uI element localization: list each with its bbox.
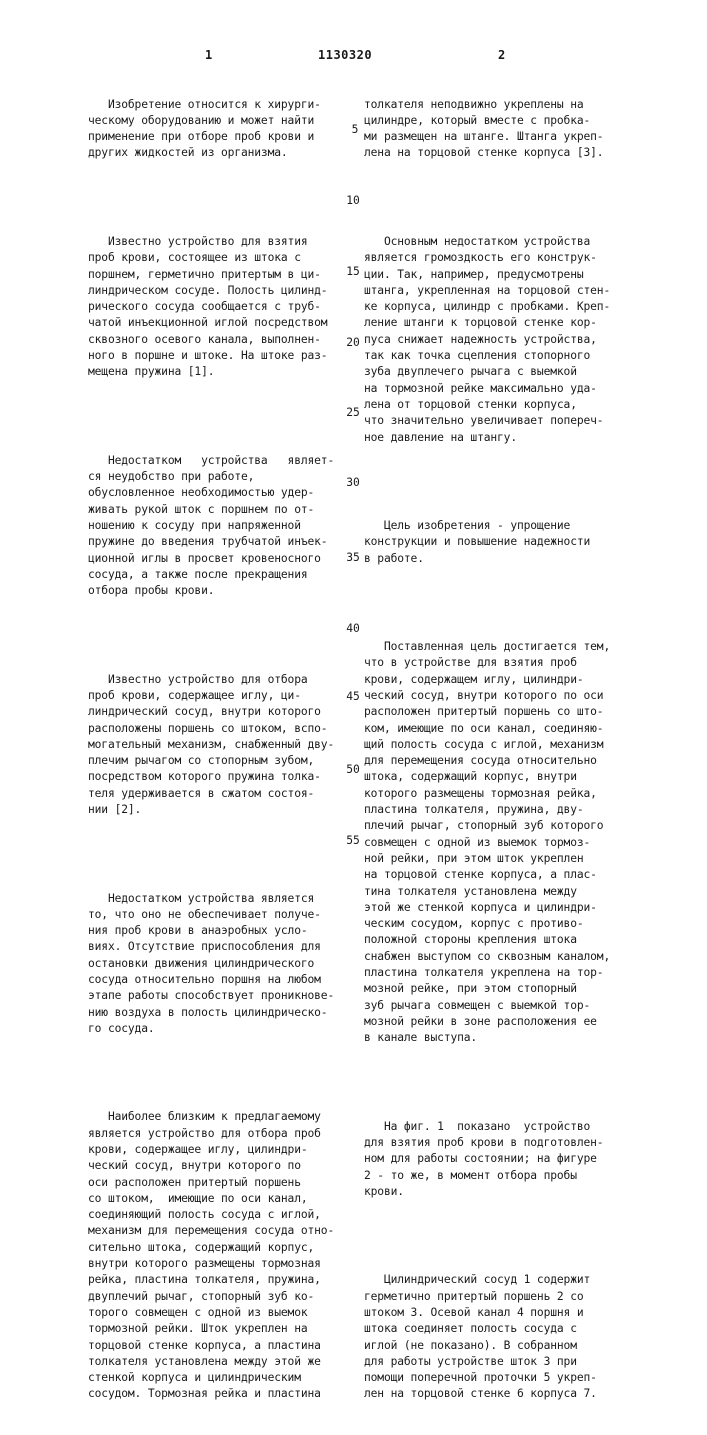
line-number: 5 [342, 123, 368, 137]
paragraph: Основным недостатком устройства является громоздкость его конструк- ции. Так, например, предусмотрены штанга, укрепленная на торцовой стен- ке корпуса, цилиндр с пробками. Креп- ление штанги к торцовой стенке кор- пуса снижает надежность устройства, так как точка сцепления стопорного зуба двуплечего рычага с выемкой на тормозной рейке максимально уда- лена от торцовой стенки корпуса, что значительно увеличивает попереч- ное давление на штангу. [364, 234, 626, 446]
paragraph: Известно устройство для взятия проб крови, состоящее из штока с поршнем, герметично притертым в ци- линдрическом сосуде. Полость цилинд- рического сосуда сообщается с труб- чатой инъекционной иглой посредством сквозного осевого канала, выполнен- ного в поршне и штоке. На штоке раз- мещена пружина [1]. [88, 234, 346, 381]
paragraph: Наиболее близким к предлагаемому является устройство для отбора проб крови, содержащее иглу, цилиндри- ческий сосуд, внутри которого по оси расположен притертый поршень со штоком, имеющие по оси канал, соединяющий полость сосуда с иглой, механизм для перемещения сосуда отно- сительно штока, содержащий корпус, внутри которого размещены тормозная рейка, пластина толкателя, пружина, двуплечий рычаг, стопорный зуб ко- торого совмещен с одной из выемок тормозной рейки. Шток укреплен на торцовой стенке корпуса, а пластина толкателя установлена между этой же стенкой корпуса и цилиндрическим сосудом. Тормозная рейка и пластина [88, 1109, 346, 1402]
right-column [364, 64, 626, 1435]
paragraph: На фиг. 1 показано устройство для взятия проб крови в подготовлен- ном для работы состоянии; на фигуре 2 - то же, в момент отбора пробы крови. [364, 1119, 626, 1200]
right-page-number: 2 [498, 48, 505, 62]
paragraph: Цель изобретения - упрощение конструкции и повышение надежности в работе. [364, 518, 626, 567]
paragraph: Недостатком устройства является то, что оно не обеспечивает получе- ния проб крови в анаэробных усло- виях. Отсутствие приспособления для остановки движения цилиндрического сосуда относительно поршня на любом этапе работы способствует проникнове- нию воздуха в полость цилиндрическо- го сосуда. [88, 891, 346, 1038]
left-page-number: 1 [205, 48, 212, 62]
paragraph: Изобретение относится к хирурги- ческому оборудованию и может найти применение при отборе проб крови и других жидкостей из организма. [88, 97, 346, 162]
paragraph: Цилиндрический сосуд 1 содержит герметично притертый поршень 2 со штоком 3. Осевой канал 4 поршня и штока соединяет полость сосуда с иглой (не показано). В собранном для работы устройстве шток 3 при помощи поперечной проточки 5 укреп- лен на торцовой стенке 6 корпуса 7. [364, 1272, 626, 1402]
left-column [88, 64, 346, 1435]
line-number: 35 [340, 551, 366, 565]
patent-number: 1130320 [318, 48, 372, 62]
line-number: 50 [340, 763, 366, 777]
line-number: 15 [340, 265, 366, 279]
line-number: 40 [340, 622, 366, 636]
line-number: 10 [340, 194, 366, 208]
line-number: 30 [340, 476, 366, 490]
paragraph: толкателя неподвижно укреплены на цилиндре, который вместе с пробка- ми размещен на штанге. Штанга укреп- лена на торцовой стенке корпуса [3]. [364, 97, 626, 162]
line-number: 25 [340, 406, 366, 420]
paragraph: Поставленная цель достигается тем, что в устройстве для взятия проб крови, содержащем иглу, цилиндри- ческий сосуд, внутри которого по оси расположен притертый поршень со што- ком, имеющие по оси канал, соединяю- щий полость сосуда с иглой, механизм для перемещения сосуда относительно штока, содержащий корпус, внутри которого размещены тормозная рейка, пластина толкателя, пружина, дву- плечий рычаг, стопорный зуб которого совмещен с одной из выемок тормоз- ной рейки, при этом шток укреплен на торцовой стенке корпуса, а плас- тина толкателя установлена между этой же стенкой корпуса и цилиндри- ческим сосудом, корпус с противо- положной стороны крепления штока снабжен выступом со сквозным каналом, пластина толкателя укреплена на тор- мозной рейке, при этом стопорный зуб рычага совмещен с выемкой тор- мозной рейки в зоне расположения ее в канале выступа. [364, 639, 626, 1046]
line-number: 55 [340, 834, 366, 848]
patent-page [0, 0, 707, 1000]
paragraph: Недостатком устройства являет- ся неудобство при работе, обусловленное необходимостью удер- живать рукой шток с поршнем по от- ношению к сосуду при напряженной пружине до введения трубчатой инъек- ционной иглы в просвет кровеносного сосуда, а также после прекращения отбора пробы крови. [88, 453, 346, 600]
line-number: 45 [340, 690, 366, 704]
paragraph: Известно устройство для отбора проб крови, содержащее иглу, ци- линдрический сосуд, внутри которого расположены поршень со штоком, вспо- могательный механизм, снабженный дву- плечим рычагом со стопорным зубом, посредством которого пружина толка- теля удерживается в сжатом состоя- нии [2]. [88, 672, 346, 819]
line-number: 20 [340, 336, 366, 350]
